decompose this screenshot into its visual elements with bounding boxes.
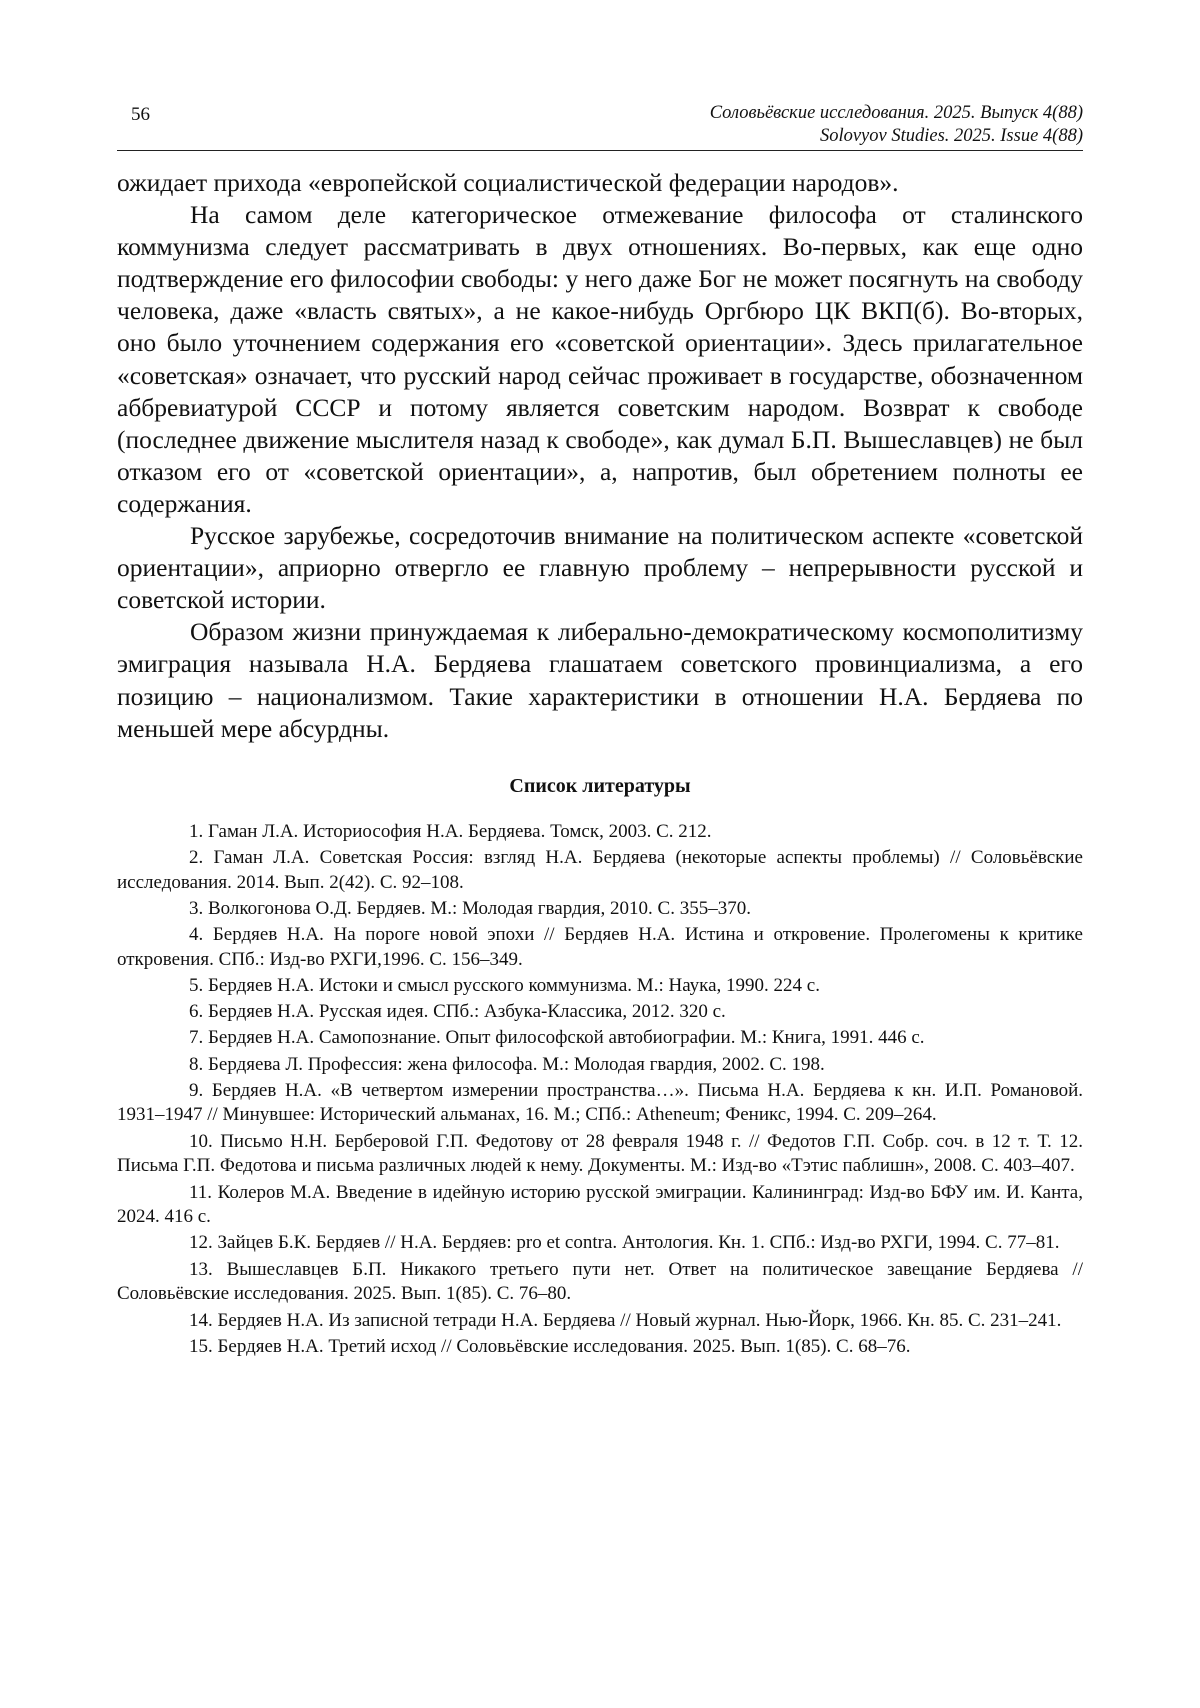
- reference-item: 12. Зайцев Б.К. Бердяев // Н.А. Бердяев: pro et contra. Антология. Кн. 1. СПб.: Изд-во РХГИ, 1994. С. 77–81.: [189, 1232, 1060, 1254]
- references-title: Список литературы: [509, 774, 691, 797]
- journal-title-en: Solovyov Studies. 2025. Issue 4(88): [819, 126, 1083, 146]
- running-head: [710, 102, 1083, 148]
- reference-item: 2. Гаман Л.А. Советская Россия: взгляд Н.А. Бердяева (некоторые аспекты проблемы) // Соловьёвские исследования. 2014. Вып. 2(42). С. 92–108.: [117, 846, 1083, 893]
- reference-item: 10. Письмо Н.Н. Берберовой Г.П. Федотову от 28 февраля 1948 г. // Федотов Г.П. Собр. соч. в 12 т. Т. 12. Письма Г.П. Федотова и письма различных людей к нему. Документы. М.: Изд-во «Тэтис паблишн», 2008. С. 403–407.: [117, 1130, 1083, 1177]
- reference-item: 15. Бердяев Н.А. Третий исход // Соловьёвские исследования. 2025. Вып. 1(85). С. 68–76.: [189, 1335, 911, 1357]
- page-header: [117, 96, 1083, 151]
- page-number: 56: [131, 104, 150, 125]
- body-text: [117, 167, 1083, 745]
- reference-item: 7. Бердяев Н.А. Самопознание. Опыт философской автобиографии. М.: Книга, 1991. 446 с.: [189, 1027, 925, 1049]
- paragraph: Образом жизни принуждаемая к либерально-демократическому космополитизму эмиграция называла Н.А. Бердяева глашатаем советского провинциализма, а его позицию – национализмом. Такие характеристики в отношении Н.А. Бердяева по меньшей мере абсурдны.: [117, 617, 1083, 743]
- paragraph: Русское зарубежье, сосредоточив внимание на политическом аспекте «советской ориентации», априорно отвергло ее главную проблему – непрерывности русской и советской истории.: [117, 521, 1083, 615]
- reference-item: 9. Бердяев Н.А. «В четвертом измерении пространства…». Письма Н.А. Бердяева к кн. И.П. Романовой. 1931–1947 // Минувшее: Исторический альманах, 16. М.; СПб.: Atheneum; Феникс, 1994. С. 209–264.: [117, 1079, 1083, 1126]
- reference-item: 4. Бердяев Н.А. На пороге новой эпохи // Бердяев Н.А. Истина и откровение. Пролегомены к критике откровения. СПб.: Изд-во РХГИ,1996. С. 156–349.: [117, 924, 1083, 970]
- reference-item: 13. Вышеславцев Б.П. Никакого третьего пути нет. Ответ на политическое завещание Бердяева // Соловьёвские исследования. 2025. Вып. 1(85). С. 76–80.: [117, 1258, 1083, 1305]
- reference-item: 8. Бердяева Л. Профессия: жена философа. М.: Молодая гвардия, 2002. С. 198.: [189, 1053, 825, 1075]
- paragraph: На самом деле категорическое отмежевание философа от сталинского коммунизма следует рассматривать в двух отношениях. Во-первых, как еще одно подтверждение его философии свободы: у него даже Бог не может посягнуть на свободу человека, даже «власть святых», а не какое-нибудь Оргбюро ЦК ВКП(б). Во-вторых, оно было уточнением содержания его «советской ориентации». Здесь прилагательное «советская» означает, что русский народ сейчас проживает в государстве, обозначенном аббревиатурой СССР и потому является советским народом. Возврат к свободе (последнее движение мыслителя назад к свободе», как думал Б.П. Вышеславцев) не был отказом его от «советской ориентации», а, напротив, был обретением полноты ее содержания.: [117, 200, 1083, 518]
- reference-item: 11. Колеров М.А. Введение в идейную историю русской эмиграции. Калининград: Изд-во БФУ им. И. Канта, 2024. 416 с.: [117, 1181, 1083, 1228]
- reference-item: 5. Бердяев Н.А. Истоки и смысл русского коммунизма. М.: Наука, 1990. 224 с.: [189, 974, 820, 996]
- reference-item: 3. Волкогонова О.Д. Бердяев. М.: Молодая гвардия, 2010. С. 355–370.: [189, 897, 751, 919]
- journal-title-ru: Соловьёвские исследования. 2025. Выпуск 4(88): [709, 103, 1083, 123]
- reference-item: 1. Гаман Л.А. Историософия Н.А. Бердяева. Томск, 2003. С. 212.: [189, 820, 712, 842]
- references-list: [117, 820, 1083, 1360]
- page: [117, 96, 1083, 1361]
- paragraph: ожидает прихода «европейской социалистической федерации народов».: [117, 168, 899, 197]
- reference-item: 6. Бердяев Н.А. Русская идея. СПб.: Азбука-Классика, 2012. 320 с.: [189, 1001, 726, 1023]
- reference-item: 14. Бердяев Н.А. Из записной тетради Н.А. Бердяева // Новый журнал. Нью-Йорк, 1966. Кн. 85. С. 231–241.: [189, 1309, 1062, 1331]
